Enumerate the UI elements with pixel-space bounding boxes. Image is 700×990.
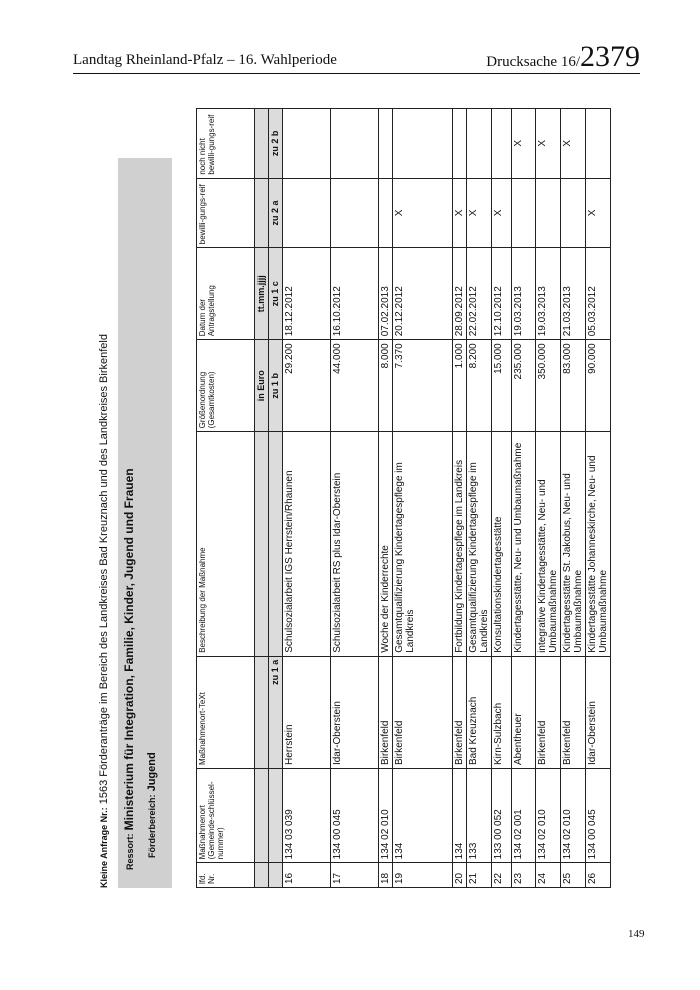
col-datum: Datum der Antragstellung bbox=[197, 248, 255, 340]
table-row bbox=[586, 109, 611, 888]
row-nr: 16 bbox=[283, 863, 331, 888]
col-nicht-bewilligungsreif: noch nicht bewilli-gungs-reif bbox=[197, 109, 255, 179]
ref-1a: zu 1 a bbox=[269, 656, 283, 768]
anfrage-line bbox=[98, 334, 110, 888]
row-beschreibung: Gesamtqualifizierung Kindertagespflege im Landkreis bbox=[393, 432, 453, 656]
row-datum: 18.12.2012 bbox=[283, 248, 331, 340]
document-number-value: 2379 bbox=[580, 40, 640, 73]
row-ort: Idar-Oberstein bbox=[586, 656, 611, 768]
row-datum: 21.03.2013 bbox=[561, 248, 586, 340]
row-beschreibung: integrative Kindertagesstätte, Neu- und Umbaumaßnahme bbox=[536, 432, 561, 656]
row-bewilligungsreif bbox=[536, 178, 561, 248]
col-ort: Maßnahmenort (Gemeinde-schlüssel-nummer) bbox=[197, 769, 255, 863]
row-beschreibung: Schulsozialarbeit RS plus Idar-Oberstein bbox=[331, 432, 379, 656]
unit-row bbox=[255, 109, 269, 888]
row-bewilligungsreif: X bbox=[492, 178, 512, 248]
row-gemeindeschluessel: 134 02 010 bbox=[379, 769, 393, 863]
row-gemeindeschluessel: 134 02 010 bbox=[536, 769, 561, 863]
row-bewilligungsreif bbox=[561, 178, 586, 248]
row-gemeindeschluessel: 134 00 045 bbox=[586, 769, 611, 863]
unit-euro: in Euro bbox=[255, 340, 269, 432]
table-row bbox=[283, 109, 331, 888]
row-nicht-bewilligungsreif: X bbox=[536, 109, 561, 179]
row-nr: 19 bbox=[393, 863, 453, 888]
row-nicht-bewilligungsreif bbox=[467, 109, 492, 179]
row-ort: Bad Kreuznach bbox=[467, 656, 492, 768]
row-nicht-bewilligungsreif bbox=[331, 109, 379, 179]
row-beschreibung: Konsultationskindertagesstätte bbox=[492, 432, 512, 656]
table-row bbox=[536, 109, 561, 888]
col-ort-text: Maßnahmenort-TeXt bbox=[197, 656, 255, 768]
header-title: Landtag Rheinland-Pfalz – 16. Wahlperiode bbox=[73, 52, 337, 68]
row-nr: 25 bbox=[561, 863, 586, 888]
row-kosten: 7.370 bbox=[393, 340, 453, 432]
row-bewilligungsreif bbox=[283, 178, 331, 248]
row-bewilligungsreif bbox=[331, 178, 379, 248]
row-kosten: 15.000 bbox=[492, 340, 512, 432]
row-kosten: 1.000 bbox=[453, 340, 467, 432]
col-groesse: Größenordnung (Gesamtkosten) bbox=[197, 340, 255, 432]
row-beschreibung: Kindertagesstätte, Neu- und Umbaumaßnahme bbox=[512, 432, 536, 656]
row-nr: 24 bbox=[536, 863, 561, 888]
row-gemeindeschluessel: 134 00 045 bbox=[331, 769, 379, 863]
row-beschreibung: Woche der Kinderrechte bbox=[379, 432, 393, 656]
col-beschreibung: Beschreibung der Maßnahme bbox=[197, 432, 255, 656]
row-datum: 07.02.2013 bbox=[379, 248, 393, 340]
ref-2a: zu 2 a bbox=[269, 178, 283, 248]
row-datum: 05.03.2012 bbox=[586, 248, 611, 340]
row-datum: 20.12.2012 bbox=[393, 248, 453, 340]
row-datum: 28.09.2012 bbox=[453, 248, 467, 340]
rotated-form bbox=[84, 108, 609, 888]
document-number-prefix: Drucksache 16/ bbox=[486, 54, 580, 70]
row-nicht-bewilligungsreif bbox=[283, 109, 331, 179]
row-gemeindeschluessel: 133 bbox=[467, 769, 492, 863]
row-beschreibung: Kindertagesstätte St. Jakobus, Neu- und Umbaumaßnahme bbox=[561, 432, 586, 656]
document-number bbox=[486, 40, 640, 74]
row-beschreibung: Fortbildung Kindertagespflege im Landkreis bbox=[453, 432, 467, 656]
row-nicht-bewilligungsreif bbox=[379, 109, 393, 179]
ressort-value: Ministerium für Integration, Familie, Kinder, Jugend und Frauen bbox=[122, 468, 136, 831]
ref-1b: zu 1 b bbox=[269, 340, 283, 432]
funding-table bbox=[196, 108, 611, 888]
row-ort: Abentheuer bbox=[512, 656, 536, 768]
row-bewilligungsreif bbox=[512, 178, 536, 248]
row-nicht-bewilligungsreif: X bbox=[561, 109, 586, 179]
row-nr: 22 bbox=[492, 863, 512, 888]
row-kosten: 8.200 bbox=[467, 340, 492, 432]
row-nicht-bewilligungsreif bbox=[453, 109, 467, 179]
row-gemeindeschluessel: 134 02 010 bbox=[561, 769, 586, 863]
col-nr: lfd. Nr. bbox=[197, 863, 255, 888]
row-ort: Birkenfeld bbox=[561, 656, 586, 768]
row-gemeindeschluessel: 134 bbox=[453, 769, 467, 863]
table-row bbox=[561, 109, 586, 888]
form-meta bbox=[84, 108, 196, 888]
row-bewilligungsreif: X bbox=[393, 178, 453, 248]
row-ort: Birkenfeld bbox=[379, 656, 393, 768]
row-beschreibung: Schulsozialarbeit IGS Herrstein/Rhaunen bbox=[283, 432, 331, 656]
table-row bbox=[453, 109, 467, 888]
row-nr: 17 bbox=[331, 863, 379, 888]
row-ort: Kirn-Sulzbach bbox=[492, 656, 512, 768]
row-ort: Birkenfeld bbox=[536, 656, 561, 768]
anfrage-value: 1563 Förderanträge im Bereich des Landkreises Bad Kreuznach und des Landkreises Birkenfeld bbox=[98, 334, 110, 805]
anfrage-label: Kleine Anfrage Nr.: bbox=[99, 807, 109, 888]
page-number: 149 bbox=[628, 928, 645, 940]
row-kosten: 90.000 bbox=[586, 340, 611, 432]
row-ort: Idar-Oberstein bbox=[331, 656, 379, 768]
row-nr: 23 bbox=[512, 863, 536, 888]
ressort-line bbox=[122, 468, 136, 870]
col-bewilligungsreif: bewilli-gungs-reif bbox=[197, 178, 255, 248]
row-ort: Birkenfeld bbox=[393, 656, 453, 768]
unit-date: tt.mm.jjjj bbox=[255, 248, 269, 340]
table-row bbox=[512, 109, 536, 888]
row-gemeindeschluessel: 134 bbox=[393, 769, 453, 863]
row-nr: 21 bbox=[467, 863, 492, 888]
row-datum: 22.02.2012 bbox=[467, 248, 492, 340]
row-nicht-bewilligungsreif bbox=[492, 109, 512, 179]
row-nicht-bewilligungsreif bbox=[586, 109, 611, 179]
table-row bbox=[492, 109, 512, 888]
ref-1c: zu 1 c bbox=[269, 248, 283, 340]
row-nr: 20 bbox=[453, 863, 467, 888]
row-beschreibung: Gesamtqualifizierung Kindertagespflege im Landkreis bbox=[467, 432, 492, 656]
table-row bbox=[331, 109, 379, 888]
row-nicht-bewilligungsreif bbox=[393, 109, 453, 179]
row-gemeindeschluessel: 134 02 001 bbox=[512, 769, 536, 863]
row-datum: 19.03.2013 bbox=[536, 248, 561, 340]
row-gemeindeschluessel: 133 00 052 bbox=[492, 769, 512, 863]
table-row bbox=[379, 109, 393, 888]
row-kosten: 83.000 bbox=[561, 340, 586, 432]
foerder-value: Jugend bbox=[146, 752, 158, 792]
row-bewilligungsreif bbox=[379, 178, 393, 248]
row-kosten: 44.000 bbox=[331, 340, 379, 432]
row-kosten: 29.200 bbox=[283, 340, 331, 432]
row-bewilligungsreif: X bbox=[586, 178, 611, 248]
row-kosten: 8.000 bbox=[379, 340, 393, 432]
ref-2b: zu 2 b bbox=[269, 109, 283, 179]
row-bewilligungsreif: X bbox=[467, 178, 492, 248]
row-nr: 18 bbox=[379, 863, 393, 888]
row-nicht-bewilligungsreif: X bbox=[512, 109, 536, 179]
row-datum: 19.03.2013 bbox=[512, 248, 536, 340]
row-datum: 12.10.2012 bbox=[492, 248, 512, 340]
table-row bbox=[467, 109, 492, 888]
ressort-label: Ressort: bbox=[125, 833, 135, 870]
row-bewilligungsreif: X bbox=[453, 178, 467, 248]
row-kosten: 350.000 bbox=[536, 340, 561, 432]
foerder-line bbox=[146, 752, 158, 858]
table-row bbox=[393, 109, 453, 888]
row-beschreibung: Kindertagesstätte Johanneskirche, Neu- und Umbaumaßnahme bbox=[586, 432, 611, 656]
row-ort: Herrstein bbox=[283, 656, 331, 768]
header-rule bbox=[73, 73, 640, 74]
ref-row bbox=[269, 109, 283, 888]
row-nr: 26 bbox=[586, 863, 611, 888]
row-gemeindeschluessel: 134 03 039 bbox=[283, 769, 331, 863]
row-kosten: 235.000 bbox=[512, 340, 536, 432]
foerder-label: Förderbereich: bbox=[147, 794, 157, 858]
row-ort: Birkenfeld bbox=[453, 656, 467, 768]
row-datum: 16.10.2012 bbox=[331, 248, 379, 340]
